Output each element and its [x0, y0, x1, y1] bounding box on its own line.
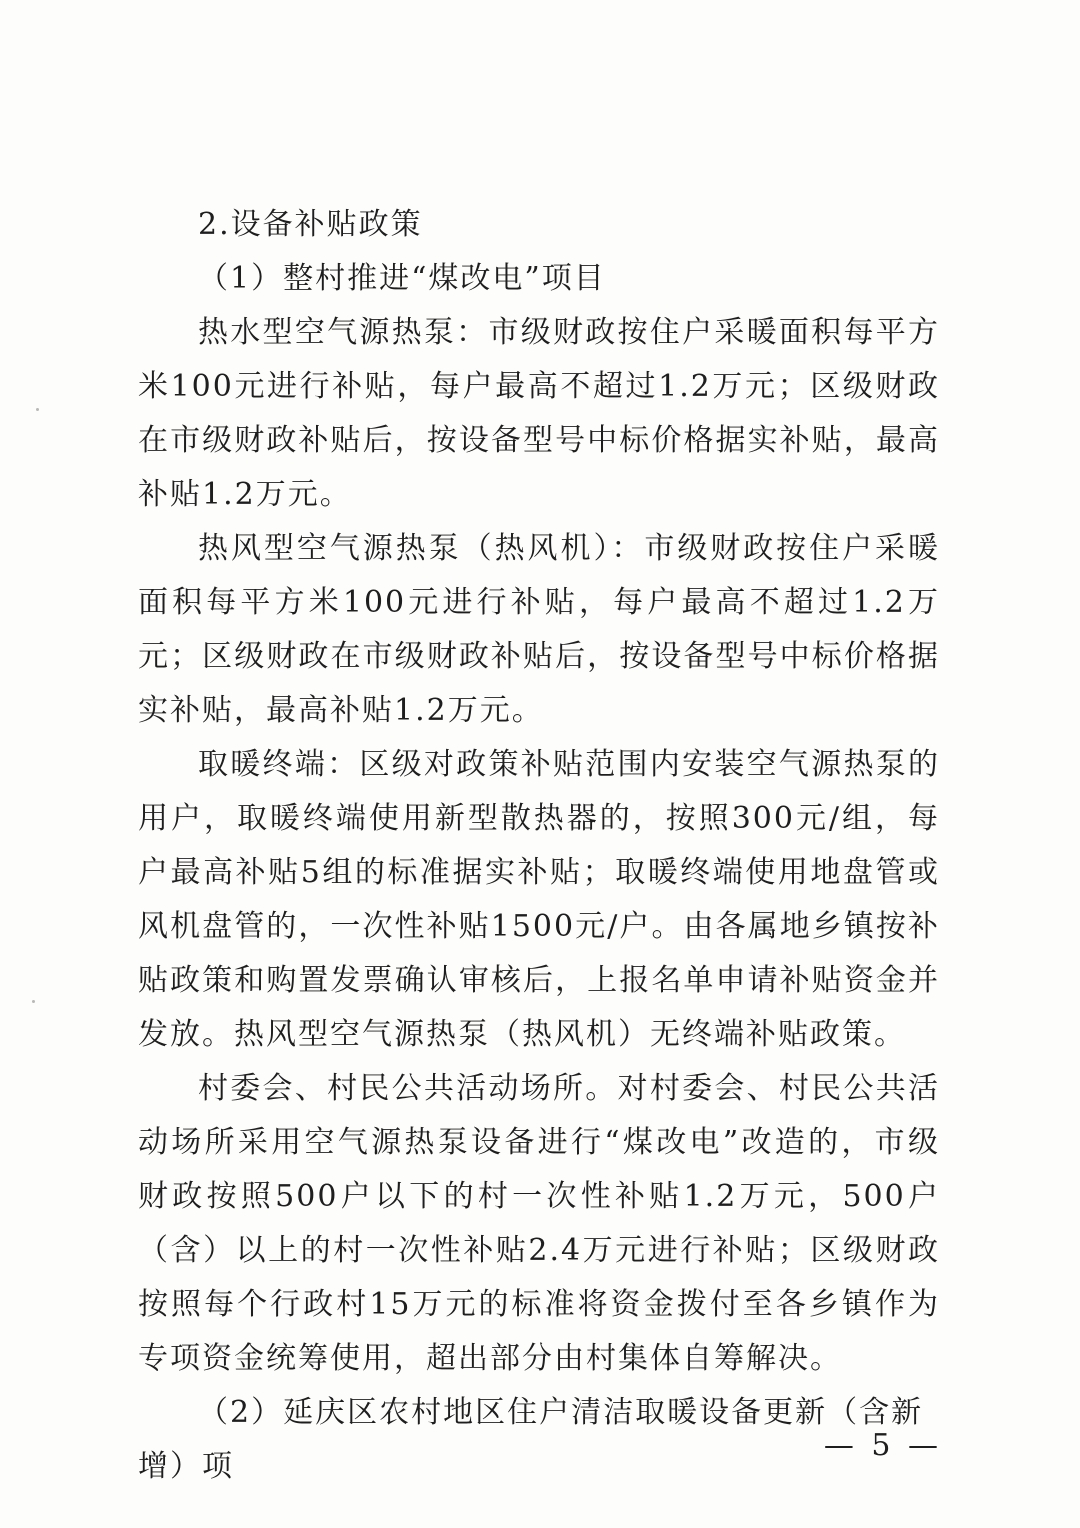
paragraph-village-committee: 村委会、村民公共活动场所。对村委会、村民公共活动场所采用空气源热泵设备进行“煤改电”改造的，市级财政按照500户以下的村一次性补贴1.2万元，500户（含）以上的村一次性补贴2.4万元进行补贴；区级财政按照每个行政村15万元的标准将资金拨付至各乡镇作为专项资金统筹使用，超出部分由村集体自筹解决。: [138, 1071, 940, 1376]
scan-speck: [36, 408, 39, 411]
subsection-title: （2）延庆区农村地区住户清洁取暖设备更新（含新增）项: [138, 1395, 924, 1484]
scan-speck: [32, 1000, 35, 1003]
subsection-title: （1）整村推进“煤改电”项目: [198, 261, 606, 296]
section-title: 2.设备补贴政策: [198, 207, 423, 242]
page-number: — 5 —: [823, 1428, 942, 1463]
paragraph-heating-terminal: 取暖终端：区级对政策补贴范围内安装空气源热泵的用户，取暖终端使用新型散热器的，按照300元/组，每户最高补贴5组的标准据实补贴；取暖终端使用地盘管或风机盘管的，一次性补贴1500元/户。由各属地乡镇按补贴政策和购置发票确认审核后，上报名单申请补贴资金并发放。热风型空气源热泵（热风机）无终端补贴政策。: [138, 747, 940, 1052]
document-body: [138, 198, 940, 1494]
paragraph-hot-water-heat-pump: 热水型空气源热泵：市级财政按住户采暖面积每平方米100元进行补贴，每户最高不超过1.2万元；区级财政在市级财政补贴后，按设备型号中标价格据实补贴，最高补贴1.2万元。: [138, 315, 940, 512]
paragraph-hot-air-heat-pump: 热风型空气源热泵（热风机）：市级财政按住户采暖面积每平方米100元进行补贴，每户最高不超过1.2万元；区级财政在市级财政补贴后，按设备型号中标价格据实补贴，最高补贴1.2万元。: [138, 531, 940, 728]
